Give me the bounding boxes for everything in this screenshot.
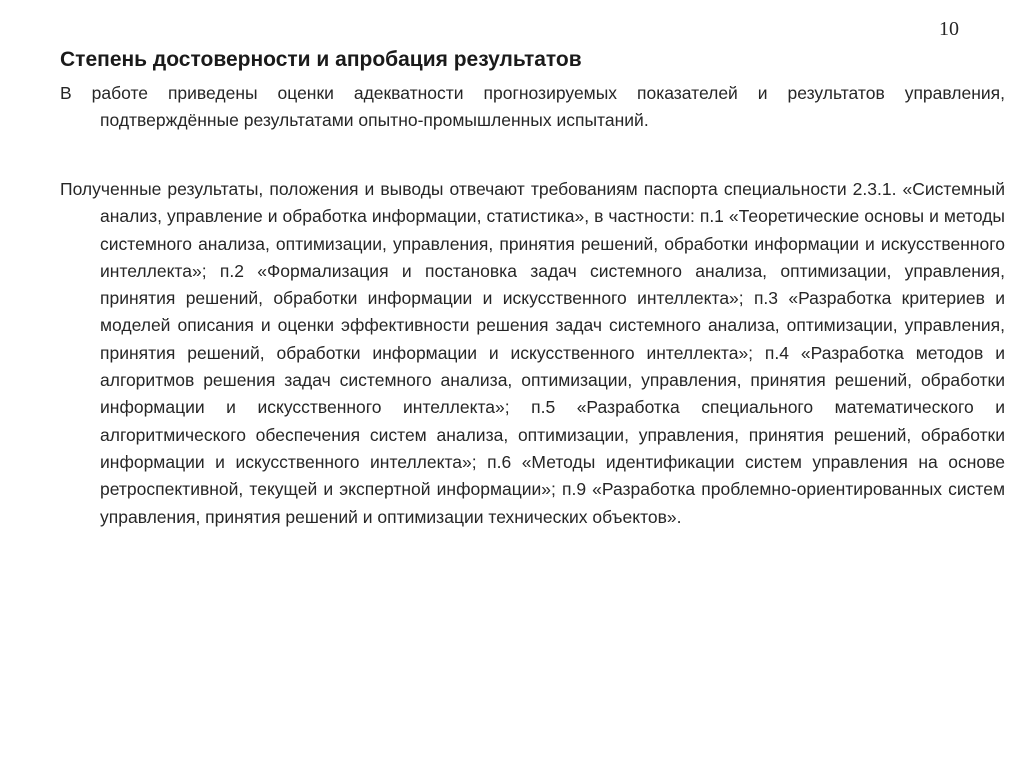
paragraph-reliability: В работе приведены оценки адекватности прогнозируемых показателей и результатов управления, подтверждённые результатами опытно-промышленных испытаний. [60,83,1005,131]
slide-title: Степень достоверности и апробация результатов [60,48,582,71]
paragraph-specialty-compliance: Полученные результаты, положения и выводы отвечают требованиям паспорта специальности 2.3.1. «Системный анализ, управление и обработка информации, статистика», в частности: п.1 «Теоретические основы и методы системного анализа, оптимизации, управления, принятия решений, обработки информации и искусственного интеллекта»; п.2 «Формализация и постановка задач системного анализа, оптимизации, управления, принятия решений, обработки информации и искусственного интеллекта»; п.3 «Разработка критериев и моделей описания и оценки эффективности решения задач системного анализа, оптимизации, управления, принятия решений, обработки информации и искусственного интеллекта»; п.4 «Разработка методов и алгоритмов решения задач системного анализа, оптимизации, управления, принятия решений, обработки информации и искусственного интеллекта»; п.5 «Разработка специального математического и алгоритмического обеспечения систем анализа, оптимизации, управления, принятия решений, обработки информации и искусственного интеллекта»; п.6 «Методы идентификации систем управления на основе ретроспективной, текущей и экспертной информации»; п.9 «Разработка проблемно-ориентированных систем управления, принятия решений и оптимизации технических объектов». [60,179,1005,527]
page-number: 10 [939,18,959,40]
